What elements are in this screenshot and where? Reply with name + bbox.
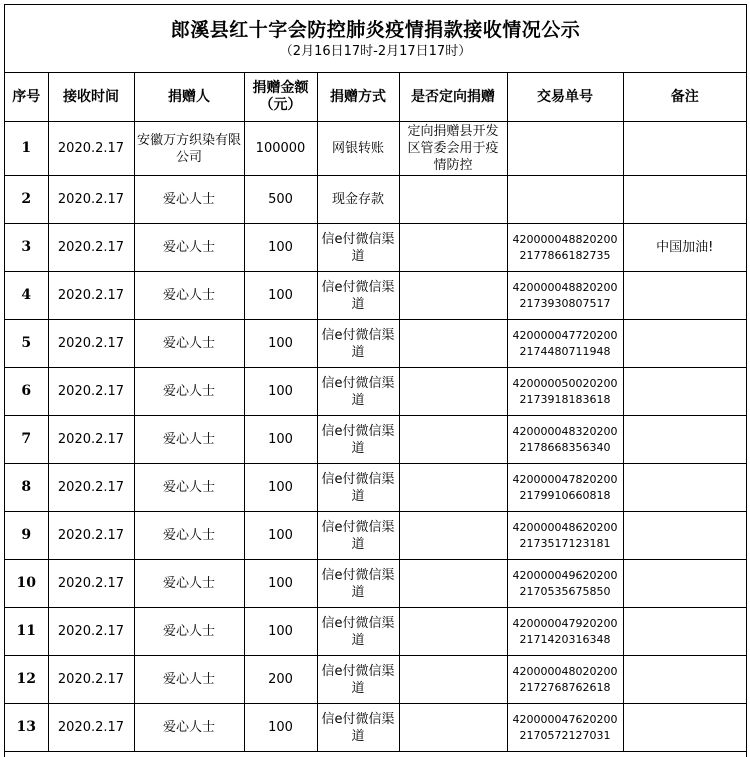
donor-cell: 爱心人士 xyxy=(134,560,244,608)
method-cell: 信e付微信渠道 xyxy=(317,704,399,752)
donor-cell: 爱心人士 xyxy=(134,608,244,656)
seq-cell: 3 xyxy=(5,224,48,272)
date-cell: 2020.2.17 xyxy=(48,320,134,368)
table-row xyxy=(5,704,746,752)
directed-cell xyxy=(399,176,507,224)
date-cell: 2020.2.17 xyxy=(48,512,134,560)
donation-sheet xyxy=(4,4,747,757)
note-cell xyxy=(623,320,746,368)
table-row xyxy=(5,224,746,272)
directed-cell xyxy=(399,656,507,704)
table-row xyxy=(5,122,746,176)
amount-cell: 100 xyxy=(244,368,317,416)
amount-cell: 100 xyxy=(244,512,317,560)
header-donor: 捐赠人 xyxy=(134,73,244,122)
date-cell: 2020.2.17 xyxy=(48,224,134,272)
date-cell: 2020.2.17 xyxy=(48,176,134,224)
amount-cell: 100 xyxy=(244,416,317,464)
directed-cell xyxy=(399,704,507,752)
header-row xyxy=(5,73,746,122)
amount-cell: 100 xyxy=(244,464,317,512)
table-row xyxy=(5,416,746,464)
directed-cell xyxy=(399,320,507,368)
donor-cell: 爱心人士 xyxy=(134,656,244,704)
date-cell: 2020.2.17 xyxy=(48,416,134,464)
txn-cell: 4200000496202002170535675850 xyxy=(507,560,623,608)
table-row xyxy=(5,608,746,656)
directed-cell xyxy=(399,368,507,416)
seq-cell: 9 xyxy=(5,512,48,560)
directed-cell xyxy=(399,512,507,560)
txn-cell xyxy=(507,176,623,224)
note-cell xyxy=(623,368,746,416)
header-amount: 捐赠金额（元） xyxy=(244,73,317,122)
table-row xyxy=(5,464,746,512)
method-cell: 信e付微信渠道 xyxy=(317,512,399,560)
txn-cell xyxy=(507,122,623,176)
txn-cell: 4200000476202002170572127031 xyxy=(507,704,623,752)
directed-cell xyxy=(399,416,507,464)
date-cell: 2020.2.17 xyxy=(48,560,134,608)
note-cell xyxy=(623,704,746,752)
table-row xyxy=(5,512,746,560)
method-cell: 信e付微信渠道 xyxy=(317,560,399,608)
table-row xyxy=(5,272,746,320)
note-cell xyxy=(623,464,746,512)
amount-cell: 100000 xyxy=(244,122,317,176)
method-cell: 信e付微信渠道 xyxy=(317,320,399,368)
date-cell: 2020.2.17 xyxy=(48,464,134,512)
note-cell xyxy=(623,272,746,320)
txn-cell: 4200000500202002173918183618 xyxy=(507,368,623,416)
method-cell: 现金存款 xyxy=(317,176,399,224)
txn-cell: 4200000478202002179910660818 xyxy=(507,464,623,512)
method-cell: 信e付微信渠道 xyxy=(317,368,399,416)
amount-cell: 500 xyxy=(244,176,317,224)
note-cell xyxy=(623,176,746,224)
amount-cell: 100 xyxy=(244,320,317,368)
amount-cell: 100 xyxy=(244,560,317,608)
txn-cell: 4200000488202002177866182735 xyxy=(507,224,623,272)
txn-cell: 4200000488202002173930807517 xyxy=(507,272,623,320)
txn-cell: 4200000486202002173517123181 xyxy=(507,512,623,560)
donor-cell: 爱心人士 xyxy=(134,512,244,560)
seq-cell: 6 xyxy=(5,368,48,416)
note-cell xyxy=(623,608,746,656)
note-cell: 中国加油! xyxy=(623,224,746,272)
method-cell: 信e付微信渠道 xyxy=(317,464,399,512)
donor-cell: 安徽万方织染有限公司 xyxy=(134,122,244,176)
donor-cell: 爱心人士 xyxy=(134,176,244,224)
seq-cell: 11 xyxy=(5,608,48,656)
txn-cell: 4200000480202002172768762618 xyxy=(507,656,623,704)
directed-cell xyxy=(399,224,507,272)
directed-cell xyxy=(399,464,507,512)
header-txn: 交易单号 xyxy=(507,73,623,122)
seq-cell: 1 xyxy=(5,122,48,176)
header-method: 捐赠方式 xyxy=(317,73,399,122)
donor-cell: 爱心人士 xyxy=(134,704,244,752)
table-row xyxy=(5,368,746,416)
seq-cell: 13 xyxy=(5,704,48,752)
directed-cell xyxy=(399,560,507,608)
amount-cell: 100 xyxy=(244,272,317,320)
amount-cell: 200 xyxy=(244,656,317,704)
txn-cell: 4200000483202002178668356340 xyxy=(507,416,623,464)
method-cell: 网银转账 xyxy=(317,122,399,176)
seq-cell: 5 xyxy=(5,320,48,368)
method-cell: 信e付微信渠道 xyxy=(317,224,399,272)
seq-cell: 8 xyxy=(5,464,48,512)
header-note: 备注 xyxy=(623,73,746,122)
header-seq: 序号 xyxy=(5,73,48,122)
method-cell: 信e付微信渠道 xyxy=(317,416,399,464)
date-cell: 2020.2.17 xyxy=(48,656,134,704)
donation-table xyxy=(5,73,746,752)
note-cell xyxy=(623,512,746,560)
txn-cell: 4200000477202002174480711948 xyxy=(507,320,623,368)
amount-cell: 100 xyxy=(244,608,317,656)
table-row xyxy=(5,176,746,224)
date-cell: 2020.2.17 xyxy=(48,368,134,416)
date-cell: 2020.2.17 xyxy=(48,122,134,176)
donor-cell: 爱心人士 xyxy=(134,464,244,512)
seq-cell: 4 xyxy=(5,272,48,320)
table-body xyxy=(5,122,746,752)
date-cell: 2020.2.17 xyxy=(48,608,134,656)
donor-cell: 爱心人士 xyxy=(134,416,244,464)
date-cell: 2020.2.17 xyxy=(48,272,134,320)
table-row xyxy=(5,320,746,368)
seq-cell: 2 xyxy=(5,176,48,224)
amount-cell: 100 xyxy=(244,704,317,752)
method-cell: 信e付微信渠道 xyxy=(317,608,399,656)
header-directed: 是否定向捐赠 xyxy=(399,73,507,122)
directed-cell xyxy=(399,608,507,656)
donor-cell: 爱心人士 xyxy=(134,320,244,368)
seq-cell: 10 xyxy=(5,560,48,608)
directed-cell xyxy=(399,272,507,320)
header-date: 接收时间 xyxy=(48,73,134,122)
directed-cell: 定向捐赠县开发区管委会用于疫情防控 xyxy=(399,122,507,176)
amount-cell: 100 xyxy=(244,224,317,272)
note-cell xyxy=(623,560,746,608)
seq-cell: 7 xyxy=(5,416,48,464)
note-cell xyxy=(623,656,746,704)
donor-cell: 爱心人士 xyxy=(134,368,244,416)
title-block xyxy=(5,5,746,73)
method-cell: 信e付微信渠道 xyxy=(317,272,399,320)
page-title: 郎溪县红十字会防控肺炎疫情捐款接收情况公示 xyxy=(170,19,581,41)
method-cell: 信e付微信渠道 xyxy=(317,656,399,704)
txn-cell: 4200000479202002171420316348 xyxy=(507,608,623,656)
donor-cell: 爱心人士 xyxy=(134,272,244,320)
note-cell xyxy=(623,122,746,176)
table-row xyxy=(5,560,746,608)
page-subtitle: （2月16日17时-2月17日17时） xyxy=(279,44,472,59)
table-row xyxy=(5,656,746,704)
note-cell xyxy=(623,416,746,464)
seq-cell: 12 xyxy=(5,656,48,704)
date-cell: 2020.2.17 xyxy=(48,704,134,752)
donor-cell: 爱心人士 xyxy=(134,224,244,272)
